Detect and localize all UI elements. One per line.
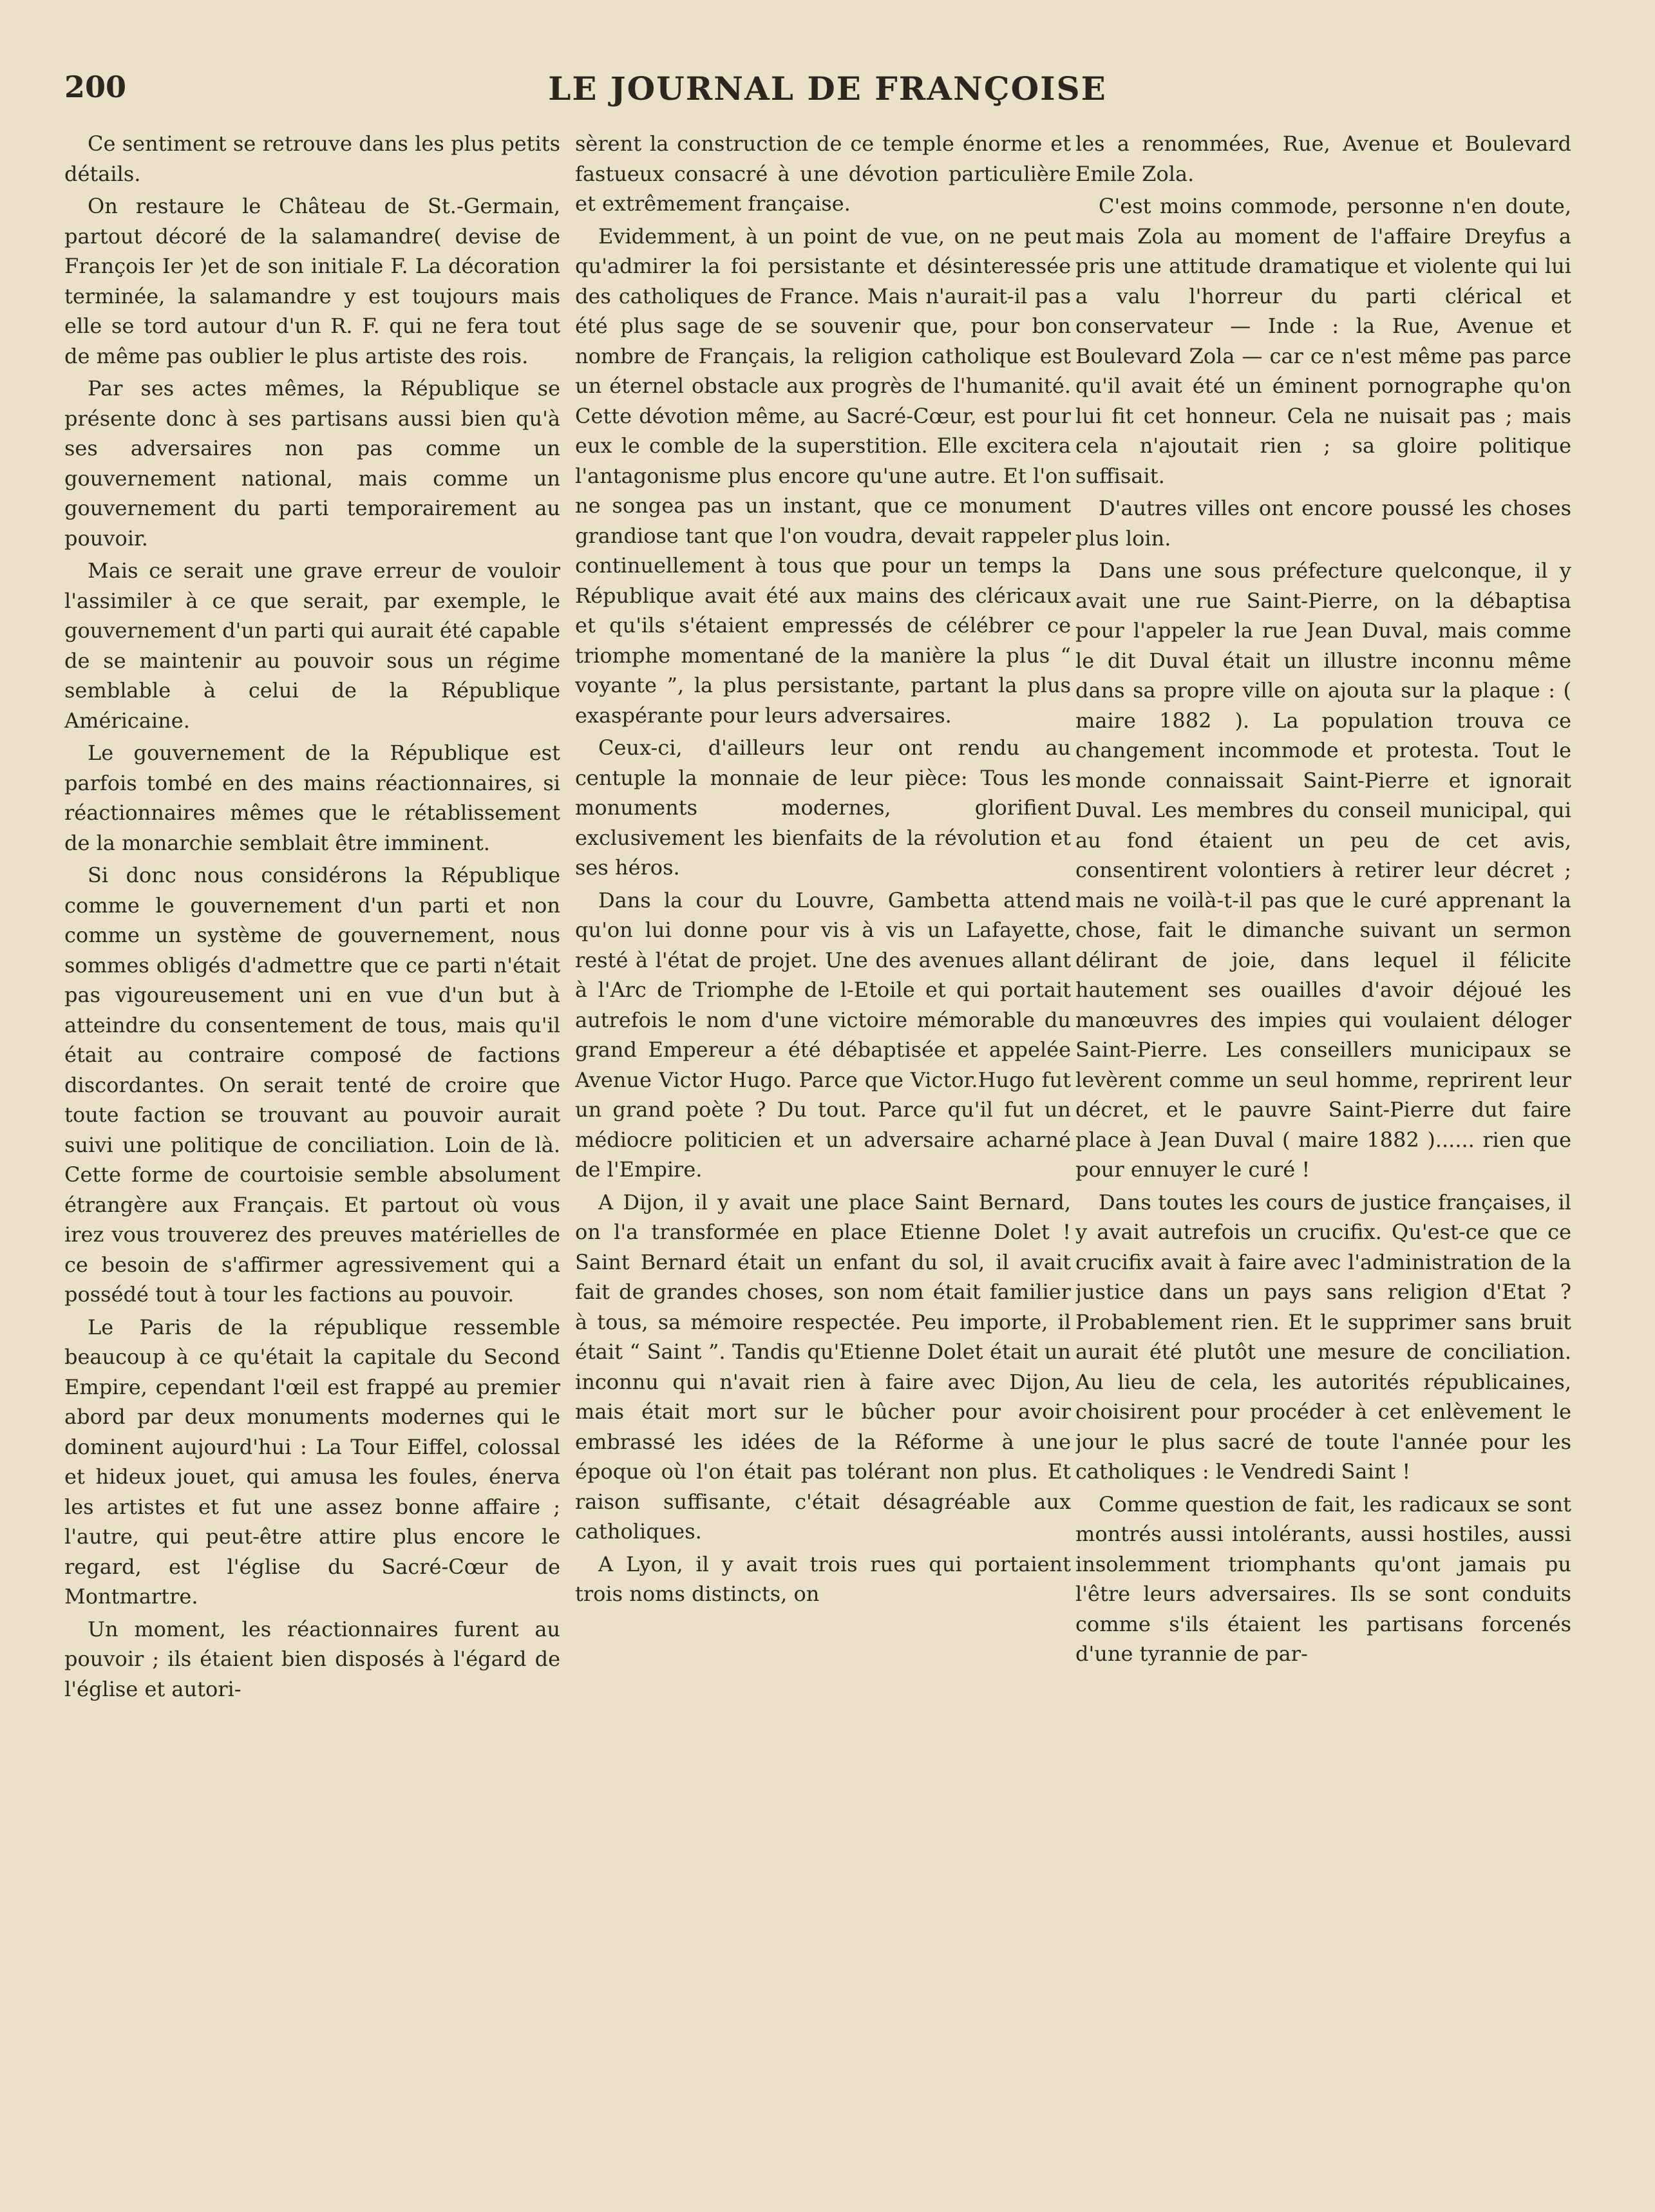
paragraph: Dans une sous préfecture quelconque, il y avait une rue Saint-Pierre, on la débaptisa pour l'appeler la rue Jean Duval, mais comme le dit Duval était un illustre inconnu même dans sa propre ville on ajouta sur la plaque : ( maire 1882 ). La population trouva ce changement incommode et protesta. Tout le monde connaissait Saint-Pierre et ignorait Duval. Les membres du conseil municipal, qui au fond étaient un peu de cet avis, consentirent volontiers à retirer leur décret ; mais ne voilà-t-il pas que le curé apprenant la chose, fait le dimanche suivant un sermon délirant de joie, dans lequel il félicite hautement ses ouailles d'avoir déjoué les manœuvres des impies qui voulaient déloger Saint-Pierre. Les conseillers municipaux se levèrent comme un seul homme, reprirent leur décret, et le pauvre Saint-Pierre dut faire place à Jean Duval ( maire 1882 )...... rien que pour ennuyer le curé !: [1075, 558, 1571, 1182]
paragraph: Par ses actes mêmes, la République se présente donc à ses partisans aussi bien qu'à ses adversaires non pas comme un gouvernement national, mais comme un gouvernement du parti temporairement au pouvoir.: [64, 376, 560, 551]
journal-title: LE JOURNAL DE FRANÇOISE: [548, 70, 1107, 108]
paragraph: Un moment, les réactionnaires furent au pouvoir ; ils étaient bien disposés à l'égard de l'église et autori-: [64, 1616, 560, 1701]
text-column-2: [575, 129, 1071, 2086]
paragraph: C'est moins commode, personne n'en doute, mais Zola au moment de l'affaire Dreyfus a pris une attitude dramatique et violente qui lui a valu l'horreur du parti clérical et conservateur — Inde : la Rue, Avenue et Boulevard Zola — car ce n'est même pas parce qu'il avait été un éminent pornographe qu'on lui fit cet honneur. Cela ne nuisait pas ; mais cela n'ajoutait rien ; sa gloire politique suffisait.: [1075, 194, 1571, 488]
paragraph: Le gouvernement de la République est parfois tombé en des mains réactionnaires, si réactionnaires mêmes que le rétablissement de la monarchie semblait être imminent.: [64, 741, 560, 855]
paragraph: Si donc nous considérons la République comme le gouvernement d'un parti et non comme un système de gouvernement, nous sommes obligés d'admettre que ce parti n'était pas vigoureusement uni en vue d'un but à atteindre du consentement de tous, mais qu'il était au contraire composé de factions discordantes. On serait tenté de croire que toute faction se trouvant au pouvoir aurait suivi une politique de conciliation. Loin de là. Cette forme de courtoisie semble absolument étrangère aux Français. Et partout où vous irez vous trouverez des preuves matérielles de ce besoin de s'affirmer agressivement qui a possédé tout à tour les factions au pouvoir.: [64, 863, 560, 1307]
paragraph: Mais ce serait une grave erreur de vouloir l'assimiler à ce que serait, par exemple, le gouvernement d'un parti qui aurait été capable de se maintenir au pouvoir sous un régime semblable à celui de la République Américaine.: [64, 558, 560, 733]
paragraph: Comme question de fait, les radicaux se sont montrés aussi intolérants, aussi hostiles, aussi insolemment triomphants qu'ont jamais pu l'être leurs adversaires. Ils se sont conduits comme s'ils étaient les partisans forcenés d'une tyrannie de par-: [1075, 1491, 1571, 1666]
paragraph: D'autres villes ont encore poussé les choses plus loin.: [1075, 496, 1571, 551]
text-column-3: [1075, 129, 1571, 2086]
page-number: 200: [64, 70, 127, 104]
paragraph: Dans toutes les cours de justice françaises, il y avait autrefois un crucifix. Qu'est-ce que ce crucifix avait à faire avec l'administration de la justice dans un pays sans religion d'Etat ? Probablement rien. Et le supprimer sans bruit aurait été plutôt une mesure de conciliation. Au lieu de cela, les autorités républicaines, choisirent pour procéder à cet enlèvement le jour le plus sacré de toute l'année pour les catholiques : le Vendredi Saint !: [1075, 1189, 1571, 1484]
paragraph: Evidemment, à un point de vue, on ne peut qu'admirer la foi persistante et désinteressée des catholiques de France. Mais n'aurait-il pas été plus sage de se souvenir que, pour bon nombre de Français, la religion catholique est un éternel obstacle aux progrès de l'humanité. Cette dévotion même, au Sacré-Cœur, est pour eux le comble de la superstition. Elle excitera l'antagonisme plus encore qu'une autre. Et l'on ne songea pas un instant, que ce monument grandiose tant que l'on voudra, devait rappeler continuellement à tous que pour un temps la République avait été aux mains des cléricaux et qu'ils s'étaient empressés de célébrer ce triomphe momentané de la manière la plus “ voyante ”, la plus persistante, partant la plus exaspérante pour leurs adversaires.: [575, 223, 1071, 728]
paragraph: Ceux-ci, d'ailleurs leur ont rendu au centuple la monnaie de leur pièce: Tous les monuments modernes, glorifient exclusivement les bienfaits de la révolution et ses héros.: [575, 735, 1071, 880]
paragraph: A Dijon, il y avait une place Saint Bernard, on l'a transformée en place Etienne Dolet ! Saint Bernard était un enfant du sol, il avait fait de grandes choses, son nom était familier à tous, sa mémoire respectée. Peu importe, il était “ Saint ”. Tandis qu'Etienne Dolet était un inconnu qui n'avait rien à faire avec Dijon, mais était mort sur le bûcher pour avoir embrassé les idées de la Réforme à une époque où l'on était pas tolérant non plus. Et raison suffisante, c'était désagréable aux catholiques.: [575, 1189, 1071, 1544]
paragraph: Dans la cour du Louvre, Gambetta attend qu'on lui donne pour vis à vis un Lafayette, resté à l'état de projet. Une des avenues allant à l'Arc de Triomphe de l-Etoile et qui portait autrefois le nom d'une victoire mémorable du grand Empereur a été débaptisée et appelée Avenue Victor Hugo. Parce que Victor.Hugo fut un grand poète ? Du tout. Parce qu'il fut un médiocre politicien et un adversaire acharné de l'Empire.: [575, 887, 1071, 1182]
paragraph: On restaure le Château de St.-Germain, partout décoré de la salamandre( devise de François Ier )et de son initiale F. La décoration terminée, la salamandre y est toujours mais elle se tord autour d'un R. F. qui ne fera tout de même pas oublier le plus artiste des rois.: [64, 194, 560, 368]
paragraph: sèrent la construction de ce temple énorme et fastueux consacré à une dévotion particulière et extrêmement française.: [575, 131, 1071, 216]
text-column-1: [64, 129, 560, 2086]
paragraph: les a renommées, Rue, Avenue et Boulevard Emile Zola.: [1075, 131, 1571, 186]
paragraph: A Lyon, il y avait trois rues qui portaient trois noms distincts, on: [575, 1551, 1071, 1606]
paragraph: Ce sentiment se retrouve dans les plus petits détails.: [64, 131, 560, 186]
paragraph: Le Paris de la république ressemble beaucoup à ce qu'était la capitale du Second Empire, cependant l'œil est frappé au premier abord par deux monuments modernes qui le dominent aujourd'hui : La Tour Eiffel, colossal et hideux jouet, qui amusa les foules, énerva les artistes et fut une assez bonne affaire ; l'autre, qui peut-être attire plus encore le regard, est l'église du Sacré-Cœur de Montmartre.: [64, 1314, 560, 1609]
